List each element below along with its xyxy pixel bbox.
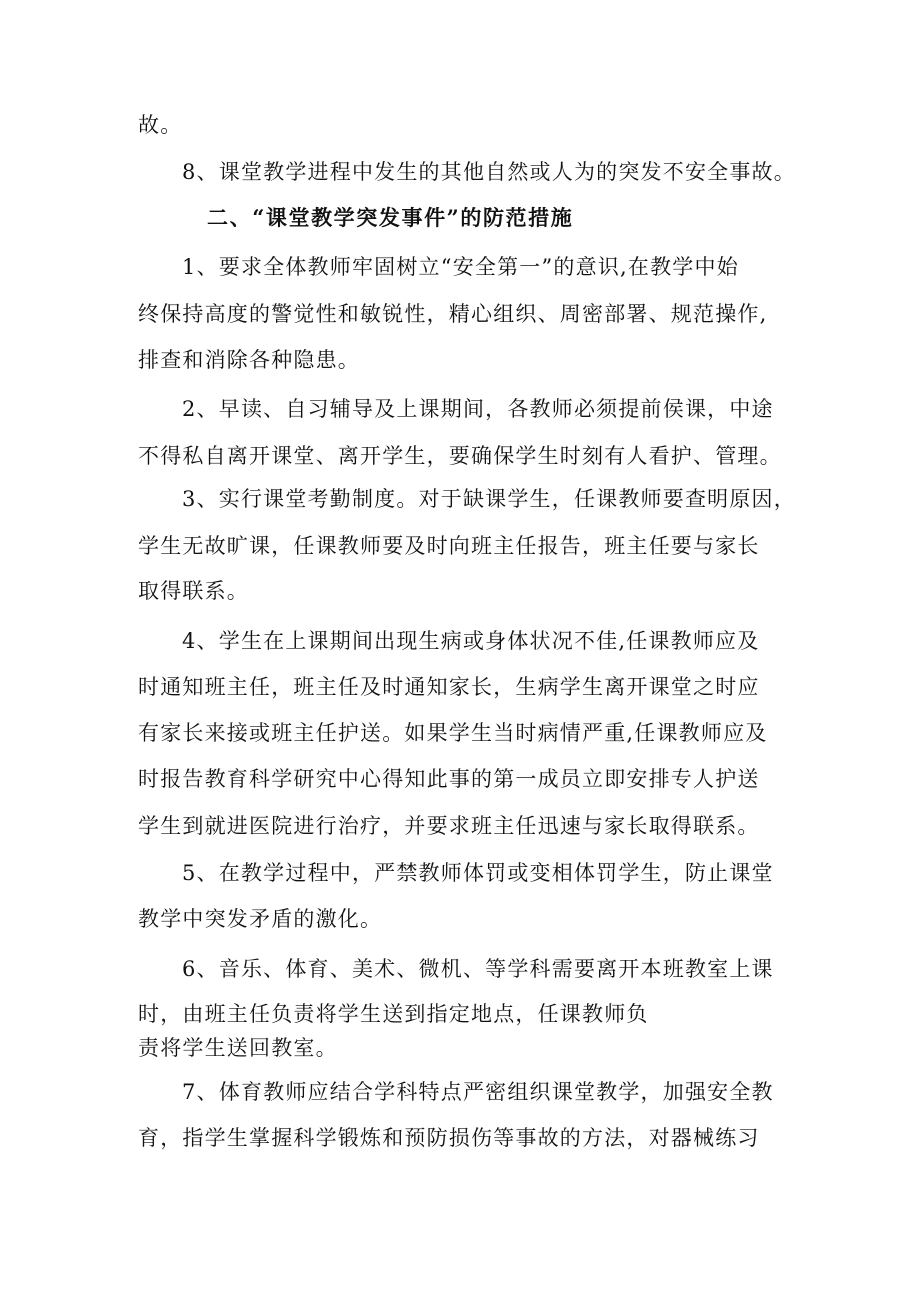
item-6-line: 时，由班主任负责将学生送到指定地点，任课教师负 — [138, 1002, 649, 1026]
section-heading: 二、“课堂教学突发事件”的防范措施 — [207, 205, 574, 230]
item-3-line: 取得联系。 — [138, 579, 249, 603]
item-5-line: 教学中突发矛盾的激化。 — [138, 907, 383, 931]
item-4-line: 4、学生在上课期间出现生病或身体状况不佳,任课教师应及 — [182, 629, 760, 653]
item-7-line: 育，指学生掌握科学锻炼和预防损伤等事故的方法，对器械练习 — [138, 1126, 760, 1150]
item-4-line: 学生到就进医院进行治疗，并要求班主任迅速与家长取得联系。 — [138, 814, 760, 838]
item-2-line: 2、早读、自习辅导及上课期间，各教师必须提前侯课，中途 — [182, 397, 774, 421]
item-6-line: 责将学生送回教室。 — [138, 1036, 338, 1060]
item-4-line: 有家长来接或班主任护送。如果学生当时病情严重,任课教师应及 — [138, 721, 768, 745]
item-6-line: 6、音乐、体育、美术、微机、等学科需要离开本班教室上课 — [182, 957, 774, 981]
item-7-line: 7、体育教师应结合学科特点严密组织课堂教学，加强安全教 — [182, 1080, 774, 1104]
item-8-line: 8、课堂教学进程中发生的其他自然或人为的突发不安全事故。 — [182, 160, 796, 184]
item-1-line: 1、要求全体教师牢固树立“安全第一”的意识,在教学中始 — [182, 255, 739, 279]
item-3-line: 学生无故旷课，任课教师要及时向班主任报告，班主任要与家长 — [138, 534, 760, 558]
item-3-line: 3、实行课堂考勤制度。对于缺课学生，任课教师要查明原因， — [182, 487, 796, 511]
item-1-line: 排查和消除各种隐患。 — [138, 348, 360, 372]
item-4-line: 时通知班主任，班主任及时通知家长，生病学生离开课堂之时应 — [138, 675, 760, 699]
item-1-line: 终保持高度的警觉性和敏锐性，精心组织、周密部署、规范操作, — [138, 302, 768, 326]
item-5-line: 5、在教学过程中，严禁教师体罚或变相体罚学生，防止课堂 — [182, 861, 774, 885]
item-2-line: 不得私自离开课堂、离开学生，要确保学生时刻有人看护、管理。 — [138, 444, 782, 468]
item-4-line: 时报告教育科学研究中心得知此事的第一成员立即安排专人护送 — [138, 767, 760, 791]
paragraph-continuation-line: 故。 — [138, 113, 183, 137]
